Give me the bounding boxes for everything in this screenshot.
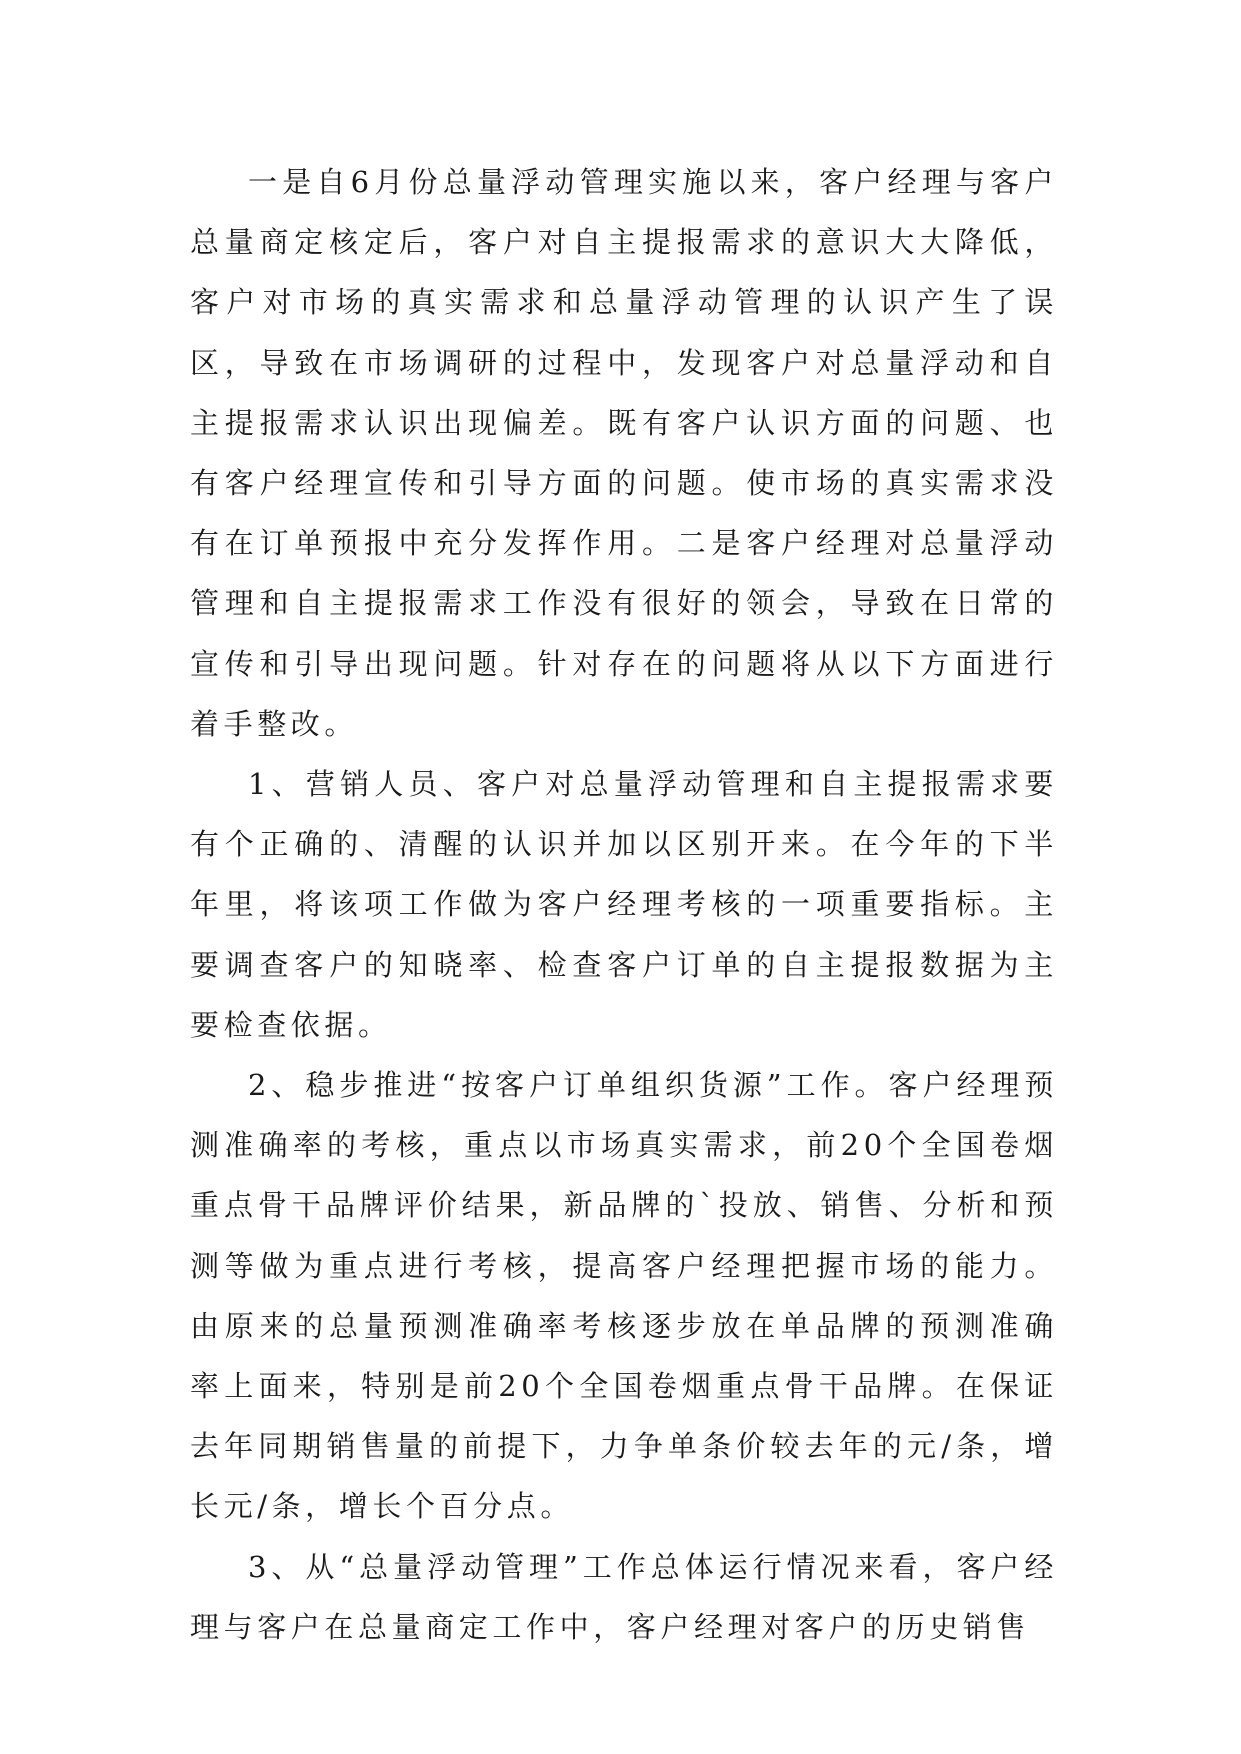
paragraph-item-3: 3、从“总量浮动管理”工作总体运行情况来看，客户经理与客户在总量商定工作中，客户经理对客户的历史销售 bbox=[190, 1549, 1058, 1644]
paragraph-item-2: 2、稳步推进“按客户订单组织货源”工作。客户经理预测准确率的考核，重点以市场真实需求，前20个全国卷烟重点骨干品牌评价结果，新品牌的`投放、销售、分析和预测等做为重点进行考核，提高客户经理把握市场的能力。由原来的总量预测准确率考核逐步放在单品牌的预测准确率上面来，特别是前20个全国卷烟重点骨干品牌。在保证去年同期销售量的前提下，力争单条价较去年的元/条，增长元/条，增长个百分点。 bbox=[190, 1068, 1058, 1524]
paragraph-problems: 一是自6月份总量浮动管理实施以来，客户经理与客户总量商定核定后，客户对自主提报需求的意识大大降低，客户对市场的真实需求和总量浮动管理的认识产生了误区，导致在市场调研的过程中，发现客户对总量浮动和自主提报需求认识出现偏差。既有客户认识方面的问题、也有客户经理宣传和引导方面的问题。使市场的真实需求没有在订单预报中充分发挥作用。二是客户经理对总量浮动管理和自主提报需求工作没有很好的领会，导致在日常的宣传和引导出现问题。针对存在的问题将从以下方面进行着手整改。 bbox=[190, 165, 1058, 741]
paragraph-item-1: 1、营销人员、客户对总量浮动管理和自主提报需求要有个正确的、清醒的认识并加以区别开来。在今年的下半年里，将该项工作做为客户经理考核的一项重要指标。主要调查客户的知晓率、检查客户订单的自主提报数据为主要检查依据。 bbox=[190, 767, 1058, 1042]
document-body bbox=[190, 152, 1058, 1657]
